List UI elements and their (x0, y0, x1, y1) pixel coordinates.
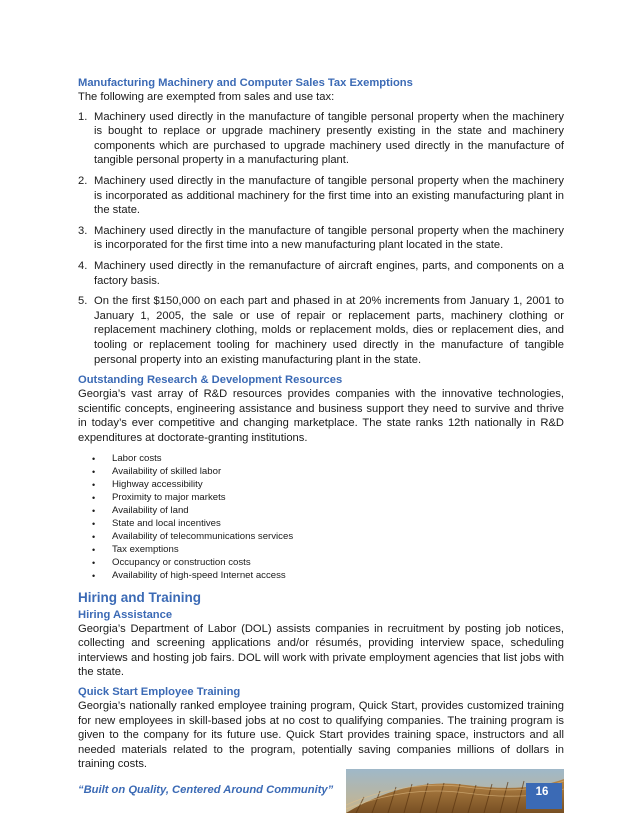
factor-item-text: Proximity to major markets (112, 492, 226, 504)
exemption-item-number: 4. (78, 259, 88, 272)
exemption-item-text: Machinery used directly in the remanufacture of aircraft engines, parts, and components on a factory basis. (94, 259, 564, 287)
page-number: 16 (535, 786, 549, 798)
exemption-item-text: Machinery used directly in the manufacture of tangible personal property when the machinery is incorporated for the first time into a new manufacturing plant located in the state. (94, 224, 564, 252)
factor-item-text: Availability of skilled labor (112, 466, 222, 478)
exemption-item (78, 294, 564, 367)
manufacturing-intro: The following are exempted from sales and use tax: (78, 91, 335, 103)
bullet-icon: • (92, 480, 96, 491)
factor-item-text: Availability of high-speed Internet access (112, 569, 286, 581)
exemption-item-number: 2. (78, 174, 88, 187)
bullet-icon: • (92, 557, 96, 568)
bullet-icon: • (92, 467, 96, 478)
exemption-item (78, 224, 564, 253)
factor-item (92, 453, 564, 466)
quick-start-heading: Quick Start Employee Training (78, 685, 241, 698)
factor-item-text: Availability of land (112, 505, 189, 517)
bullet-icon: • (92, 454, 96, 465)
research-heading: Outstanding Research & Development Resources (78, 374, 343, 387)
hiring-heading: Hiring and Training (78, 589, 202, 605)
factor-item-text: Labor costs (112, 453, 162, 465)
factor-item-text: Tax exemptions (112, 543, 179, 555)
exemption-list (78, 110, 564, 368)
factor-item (92, 518, 564, 531)
bullet-icon: • (92, 493, 96, 504)
exemption-item (78, 174, 564, 218)
factor-item (92, 570, 564, 583)
bullet-icon: • (92, 519, 96, 529)
factor-list (78, 453, 564, 582)
factor-item (92, 505, 564, 518)
factor-item-text: Occupancy or construction costs (112, 556, 251, 568)
page-content (78, 76, 564, 777)
exemption-item (78, 259, 564, 288)
bullet-icon: • (92, 570, 96, 581)
factor-item (92, 557, 564, 570)
exemption-item-text: Machinery used directly in the manufacture of tangible personal property when the machinery is bought to replace or upgrade machinery presently existing in the state and machinery components which are purchased to upgrade machinery used directly in the manufacture of tangible personal property in a manufacturing plant. (94, 110, 564, 167)
factor-item-text: Availability of telecommunications services (112, 530, 294, 542)
factor-item-text: Highway accessibility (112, 479, 203, 491)
exemption-item-number: 5. (78, 295, 88, 308)
research-body: Georgia’s vast array of R&D resources provides companies with the innovative technologies, scientific concepts, engineering assistance and business support they need to survive and thrive in today’s ever competitive and changing marketplace. The state ranks 12th nationally in R&D expenditures at doctorate-granting institutions. (78, 388, 564, 444)
manufacturing-heading: Manufacturing Machinery and Computer Sales Tax Exemptions (78, 77, 413, 89)
exemption-item (78, 110, 564, 168)
bullet-icon: • (92, 506, 96, 517)
exemption-item-number: 1. (78, 110, 88, 123)
factor-item-text: State and local incentives (112, 518, 221, 529)
factor-item (92, 466, 564, 479)
footer-quote: “Built on Quality, Centered Around Community” (78, 784, 334, 796)
bullet-icon: • (92, 544, 96, 555)
factor-item (92, 531, 564, 544)
bullet-icon: • (92, 531, 96, 542)
hiring-assistance-heading: Hiring Assistance (78, 608, 173, 621)
quick-start-body: Georgia’s nationally ranked employee training program, Quick Start, provides customized training for new employees in skill-based jobs at no cost to qualifying companies. The training program is given to the company for its future use. Quick Start provides training space, instructors and all needed materials related to the program, potentially saving companies millions of dollars in training costs. (78, 699, 564, 771)
factor-item (92, 544, 564, 557)
factor-item (92, 479, 564, 492)
exemption-item-number: 3. (78, 224, 88, 237)
factor-item (92, 492, 564, 505)
hiring-assistance-body: Georgia’s Department of Labor (DOL) assists companies in recruitment by posting job notices, collecting and screening applications and/or résumés, providing interview space, scheduling interviews and hosting job fairs. DOL will work with private employment agencies that list jobs with the state. (78, 622, 564, 679)
exemption-item-text: Machinery used directly in the manufacture of tangible personal property when the machinery is incorporated as additional machinery for the first time into an existing manufacturing plant in the state. (94, 174, 564, 217)
exemption-item-text: On the first $150,000 on each part and phased in at 20% increments from January 1, 2001 to January 1, 2005, the sale or use of repair or replacement parts, machinery clothing or replacement machinery clothing, molds or replacement molds, dies or replacement dies, and tooling or replacement tooling for machinery used directly in the manufacture of tangible personal property into an existing manufacturing plant in the state. (94, 295, 564, 366)
